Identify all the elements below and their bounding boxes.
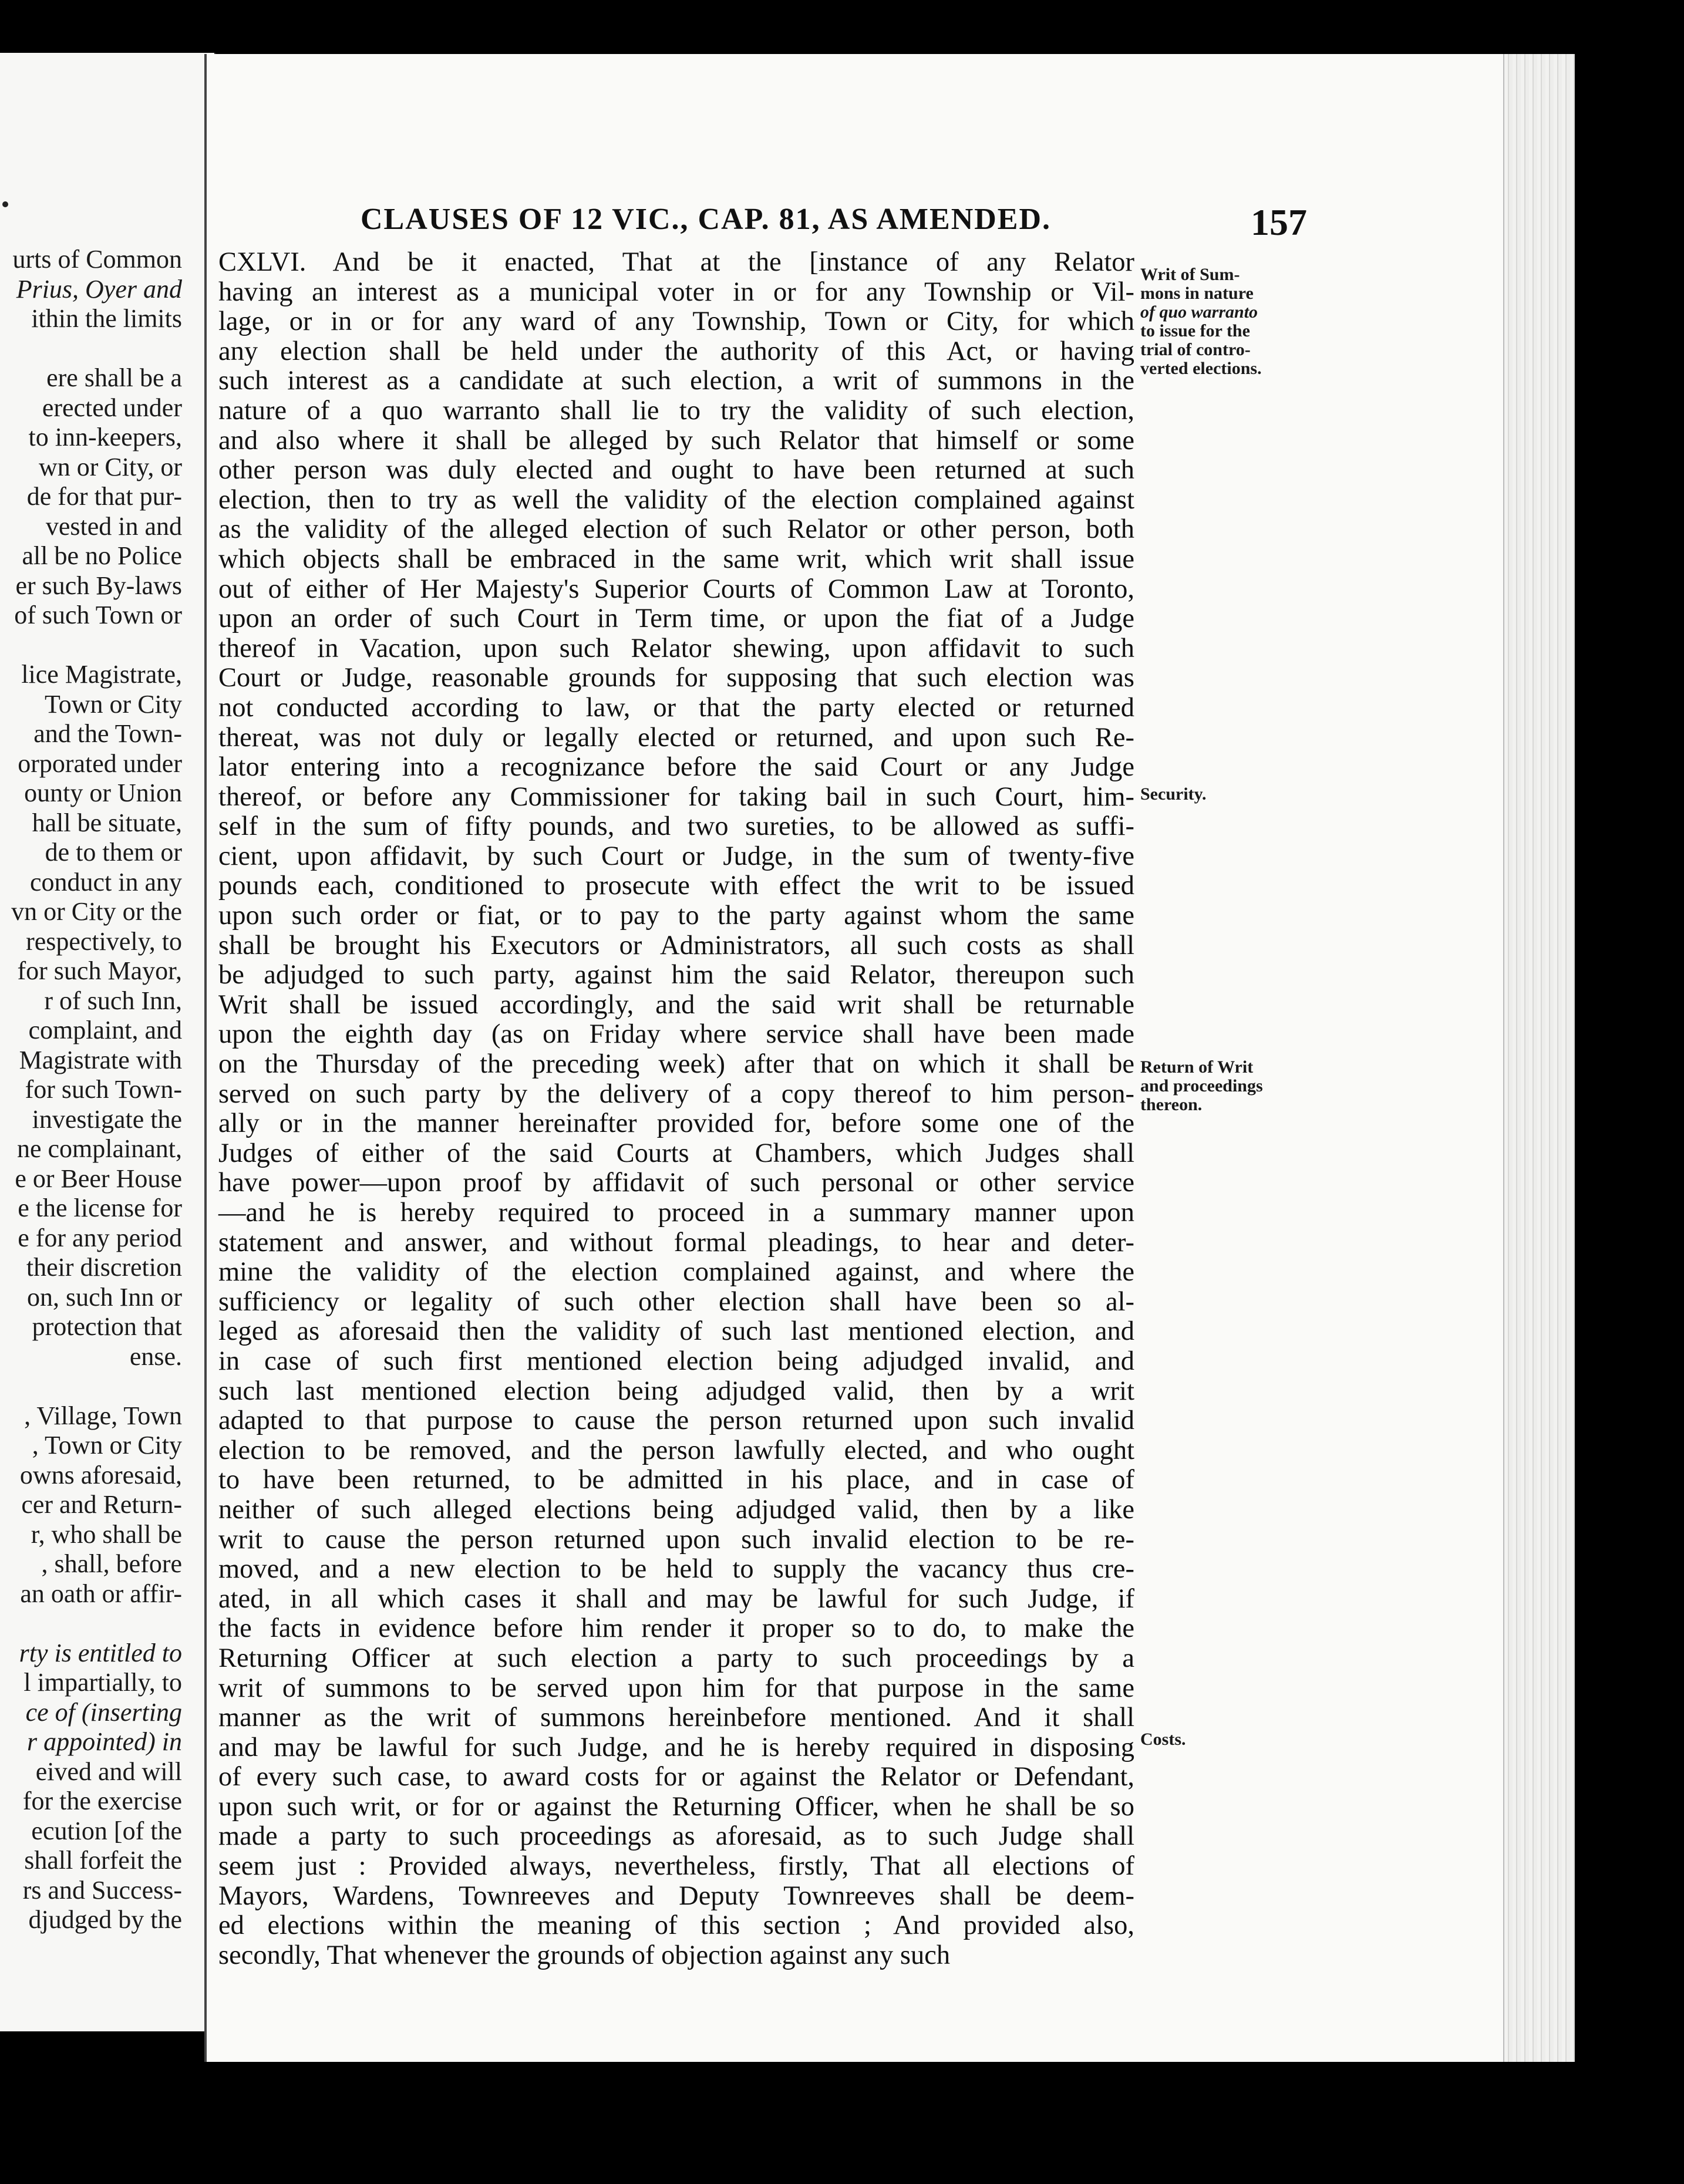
left-page-line: protection that (32, 1312, 182, 1341)
left-page-text (0, 53, 214, 2031)
body-line: ally or in the manner hereinafter provided for, before some one of the (218, 1108, 1134, 1139)
body-line: writ to cause the person returned upon such invalid election to be re- (218, 1524, 1134, 1555)
left-page-line: r of such Inn, (44, 986, 182, 1015)
body-line: having an interest as a municipal voter in or for any Township or Vil- (218, 277, 1134, 307)
body-line: election, then to try as well the validity of the election complained against (218, 484, 1134, 515)
body-line: writ of summons to be served upon him for that purpose in the same (218, 1673, 1134, 1703)
body-line: in case of such first mentioned election being adjudged invalid, and (218, 1346, 1134, 1376)
left-page-line: Magistrate with (19, 1045, 182, 1074)
marginal-note-writ-of-summons (1140, 265, 1316, 378)
marginal-note-line: and proceedings (1140, 1076, 1263, 1096)
body-line: upon the eighth day (as on Friday where service shall have been made (218, 1019, 1134, 1050)
body-line: Court or Judge, reasonable grounds for supposing that such election was (218, 663, 1134, 693)
body-line: thereof, or before any Commissioner for taking bail in such Court, him- (218, 781, 1134, 812)
left-page-line: for such Town- (25, 1075, 182, 1104)
marginal-note-line: to issue for the (1140, 321, 1250, 341)
marginal-note-line: Security. (1140, 784, 1207, 804)
left-page-line: e for any period (18, 1223, 182, 1252)
left-page-line: urts of Common (12, 245, 182, 274)
left-page-line: ere shall be a (46, 363, 182, 392)
left-page-line: de to them or (45, 838, 182, 867)
left-page-line: investigate the (32, 1104, 182, 1134)
body-line: and may be lawful for such Judge, and he is hereby required in disposing (218, 1732, 1134, 1762)
left-page-line: e or Beer House (15, 1164, 182, 1193)
body-line: sufficiency or legality of such other election shall have been so al- (218, 1286, 1134, 1317)
body-line: not conducted according to law, or that the party elected or returned (218, 692, 1134, 723)
body-line: made a party to such proceedings as aforesaid, as to such Judge shall (218, 1821, 1134, 1852)
body-line: ed elections within the meaning of this section ; And provided also, (218, 1910, 1134, 1941)
body-line: as the validity of the alleged election of such Relator or other person, both (218, 514, 1134, 545)
body-line: Mayors, Wardens, Townreeves and Deputy Townreeves shall be deem- (218, 1880, 1134, 1911)
marginal-note-line: Return of Writ (1140, 1057, 1254, 1077)
body-line: adapted to that purpose to cause the person returned upon such invalid (218, 1406, 1134, 1436)
body-line: statement and answer, and without formal pleadings, to hear and deter- (218, 1227, 1134, 1258)
body-line: of every such case, to award costs for or against the Relator or Defendant, (218, 1762, 1134, 1792)
body-line: served on such party by the delivery of a copy thereof to him person- (218, 1078, 1134, 1109)
body-line: —and he is hereby required to proceed in a summary manner upon (218, 1198, 1134, 1228)
body-line: upon such order or fiat, or to pay to the party against whom the same (218, 901, 1134, 931)
left-page-line: ecution [of the (31, 1816, 182, 1845)
left-page-line: respectively, to (26, 926, 182, 956)
body-line: and also where it shall be alleged by such Relator that himself or some (218, 425, 1134, 456)
left-page-line: r, who shall be (31, 1519, 182, 1549)
body-line: ated, in all which cases it shall and may be lawful for such Judge, if (218, 1583, 1134, 1614)
body-line: pounds each, conditioned to prosecute with effect the writ to be issued (218, 871, 1134, 901)
page-number: 157 (1251, 201, 1307, 243)
left-page-line: all be no Police (22, 541, 182, 570)
body-line: thereat, was not duly or legally elected or returned, and upon such Re- (218, 722, 1134, 753)
left-page-line: er such By-laws (15, 571, 182, 600)
left-page-line: Town or City (44, 689, 182, 719)
left-page-line: , shall, before (41, 1549, 182, 1578)
body-line: Returning Officer at such election a party to such proceedings by a (218, 1643, 1134, 1673)
left-facing-page (0, 53, 216, 2031)
left-page-line: an oath or affir- (20, 1579, 182, 1608)
body-line: upon such writ, or for or against the Returning Officer, when he shall be so (218, 1791, 1134, 1822)
marginal-note-line: Costs. (1140, 1730, 1186, 1749)
body-line: mine the validity of the election complained against, and where the (218, 1257, 1134, 1288)
left-page-line: orporated under (18, 749, 182, 778)
body-line: which objects shall be embraced in the same writ, which writ shall issue (218, 544, 1134, 574)
body-line: the facts in evidence before him render it proper so to do, to make the (218, 1613, 1134, 1644)
left-page-line: their discretion (26, 1253, 182, 1282)
body-line: manner as the writ of summons hereinbefore mentioned. And it shall (218, 1703, 1134, 1733)
body-line: be adjudged to such party, against him the said Relator, thereupon such (218, 960, 1134, 990)
body-line: other person was duly elected and ought to have been returned at such (218, 455, 1134, 486)
left-page-line: shall forfeit the (24, 1846, 182, 1875)
left-page-line: owns aforesaid, (19, 1460, 182, 1489)
body-line: secondly, That whenever the grounds of objection against any such (218, 1940, 951, 1970)
body-line: cient, upon affidavit, by such Court or Judge, in the sum of twenty-five (218, 841, 1134, 871)
marginal-note-costs (1140, 1730, 1316, 1749)
right-page (204, 54, 1575, 2062)
body-line: leged as aforesaid then the validity of such last mentioned election, and (218, 1316, 1134, 1347)
left-page-line: rty is entitled to (19, 1638, 182, 1667)
body-line: have power—upon proof by affidavit of such personal or other service (218, 1168, 1134, 1198)
left-page-line: l impartially, to (23, 1668, 182, 1697)
body-line: lage, or in or for any ward of any Township, Town or City, for which (218, 306, 1134, 337)
left-page-line: erected under (42, 393, 182, 422)
left-page-line: ense. (129, 1342, 182, 1371)
body-line: nature of a quo warranto shall lie to try the validity of such election, (218, 395, 1134, 426)
body-line: thereof in Vacation, upon such Relator shewing, upon affidavit to such (218, 633, 1134, 663)
body-line: CXLVI. And be it enacted, That at the [instance of any Relator (218, 247, 1134, 277)
left-page-line: vested in and (45, 511, 182, 541)
left-page-line: vn or City or the (11, 897, 182, 926)
left-page-line: of such Town or (14, 601, 182, 629)
marginal-note-line: trial of contro- (1140, 340, 1251, 359)
running-head: CLAUSES OF 12 VIC., CAP. 81, AS AMENDED. (361, 203, 1052, 236)
left-page-line: and the Town- (33, 719, 182, 748)
left-page-line: for the exercise (22, 1787, 182, 1815)
left-page-line: e the license for (18, 1194, 182, 1222)
body-line: Writ shall be issued accordingly, and the said writ shall be returnable (218, 989, 1134, 1020)
left-page-line: complaint, and (28, 1016, 182, 1044)
marginal-note-security (1140, 785, 1316, 804)
body-line: such last mentioned election being adjudged valid, then by a writ (218, 1376, 1134, 1406)
section-body (218, 248, 1134, 1970)
left-page-line: eived and will (35, 1757, 182, 1786)
left-page-line: ce of (inserting (25, 1697, 182, 1727)
body-line: upon an order of such Court in Term time, or upon the fiat of a Judge (218, 604, 1134, 634)
left-page-line: on, such Inn or (27, 1282, 182, 1312)
body-line: neither of such alleged elections being adjudged valid, then by a like (218, 1494, 1134, 1525)
body-line: out of either of Her Majesty's Superior Courts of Common Law at Toronto, (218, 574, 1134, 604)
marginal-note-line: Writ of Sum- (1140, 265, 1240, 284)
body-line: to have been returned, to be admitted in his place, and in case of (218, 1465, 1134, 1495)
left-page-line: lice Magistrate, (21, 660, 182, 689)
left-page-line: djudged by the (28, 1905, 182, 1934)
body-line: seem just : Provided always, nevertheless, firstly, That all elections of (218, 1851, 1134, 1882)
left-page-line: for such Mayor, (17, 956, 182, 985)
marginal-note-line: mons in nature (1140, 284, 1254, 303)
left-page-line: de for that pur- (26, 482, 182, 511)
body-line: on the Thursday of the preceding week) after that on which it shall be (218, 1049, 1134, 1080)
left-page-line: wn or City, or (38, 452, 182, 481)
marginal-note-line: thereon. (1140, 1095, 1203, 1114)
left-page-line: cer and Return- (21, 1490, 182, 1519)
body-line: such interest as a candidate at such election, a writ of summons in the (218, 366, 1134, 396)
left-page-line: to inn-keepers, (28, 423, 182, 451)
left-page-line: conduct in any (29, 867, 182, 896)
left-page-line: hall be situate, (32, 808, 182, 837)
body-line: any election shall be held under the authority of this Act, or having (218, 336, 1134, 366)
body-line: moved, and a new election to be held to supply the vacancy thus cre- (218, 1554, 1134, 1585)
left-page-line: Prius, Oyer and (16, 274, 182, 304)
page-edges (1503, 54, 1575, 2062)
body-line: election to be removed, and the person lawfully elected, and who ought (218, 1435, 1134, 1465)
marginal-note-return-of-writ (1140, 1058, 1316, 1114)
left-page-line: ounty or Union (24, 778, 182, 807)
body-line: lator entering into a recognizance before the said Court or any Judge (218, 752, 1134, 783)
marginal-note-line: verted elections. (1140, 359, 1262, 378)
left-page-line: ithin the limits (31, 304, 182, 333)
left-page-line: , Town or City (32, 1431, 182, 1460)
left-page-line: rs and Success- (22, 1875, 182, 1905)
body-line: self in the sum of fifty pounds, and two sureties, to be allowed as suffi- (218, 811, 1134, 842)
left-page-line: , Village, Town (24, 1401, 182, 1430)
body-line: Judges of either of the said Courts at Chambers, which Judges shall (218, 1138, 1134, 1168)
left-page-line: r appointed) in (27, 1727, 182, 1756)
marginal-note-line: of quo warranto (1140, 302, 1258, 322)
left-page-line: ne complainant, (16, 1134, 182, 1163)
body-line: shall be brought his Executors or Administrators, all such costs as shall (218, 930, 1134, 960)
